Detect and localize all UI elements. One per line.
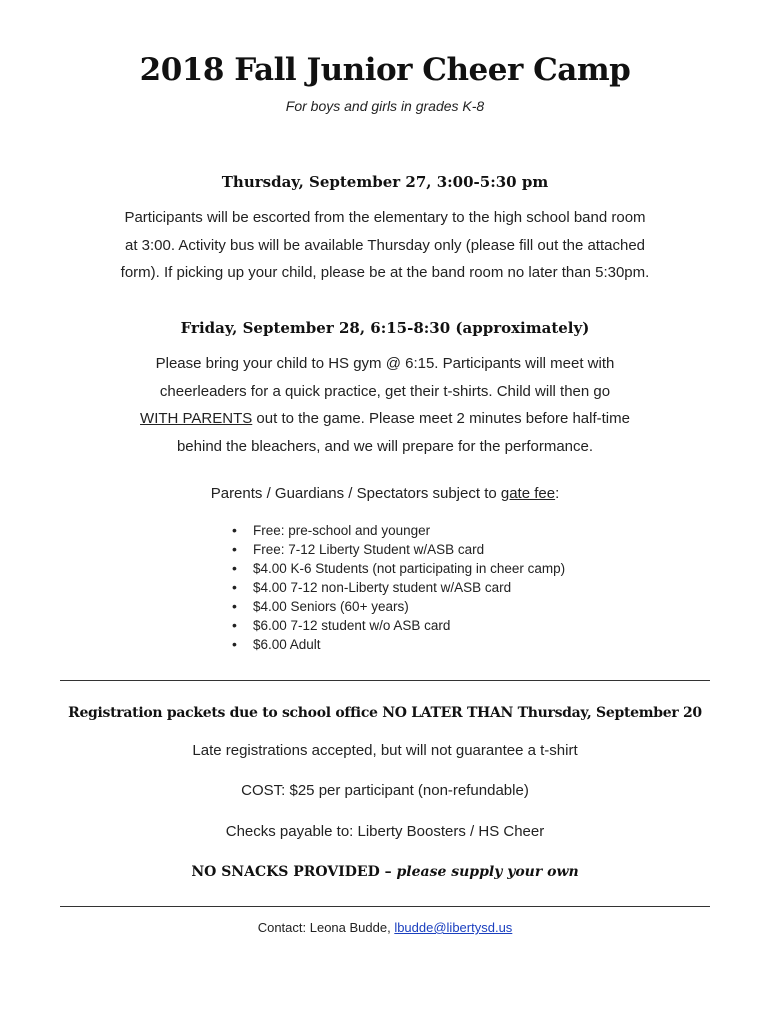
registration-deadline: Registration packets due to school office NO LATER THAN Thursday, September 20	[68, 705, 702, 721]
fee-item: • $6.00 Adult	[232, 635, 565, 654]
snacks-notice	[0, 864, 770, 880]
contact-email-link[interactable]: lbudde@libertysd.us	[394, 920, 513, 935]
thursday-line: Participants will be escorted from the elementary to the high school band room	[124, 209, 646, 226]
friday-line: behind the bleachers, and we will prepare for the performance.	[176, 437, 594, 455]
gate-fee-intro-text: Parents / Guardians / Spectators subject to	[210, 485, 501, 502]
fee-item: • $4.00 7-12 non-Liberty student w/ASB card	[232, 578, 565, 597]
friday-heading: Friday, September 28, 6:15-8:30 (approximately)	[180, 319, 590, 337]
snacks-italic: please supply your own	[396, 864, 579, 880]
friday-line: Please bring your child to HS gym @ 6:15. Participants will meet with	[155, 355, 615, 372]
friday-line: cheerleaders for a quick practice, get their t-shirts. Child will then go	[159, 382, 611, 400]
fee-item: • Free: pre-school and younger	[232, 521, 565, 540]
thursday-heading: Thursday, September 27, 3:00-5:30 pm	[221, 173, 549, 191]
late-registration-note: Late registrations accepted, but will not guarantee a t-shirt	[192, 742, 578, 759]
snacks-bold: NO SNACKS PROVIDED –	[191, 864, 397, 880]
fee-list	[232, 521, 565, 654]
contact-label: Contact: Leona Budde,	[257, 920, 395, 935]
fee-item: • $6.00 7-12 student w/o ASB card	[232, 616, 565, 635]
page-title: 2018 Fall Junior Cheer Camp	[139, 52, 631, 88]
thursday-line: at 3:00. Activity bus will be available Thursday only (please fill out the attached	[124, 236, 646, 254]
divider-bottom	[60, 906, 710, 907]
gate-fee-colon: :	[555, 485, 560, 502]
gate-fee-intro	[0, 485, 770, 502]
page-subtitle: For boys and girls in grades K-8	[285, 98, 485, 114]
fee-item: • Free: 7-12 Liberty Student w/ASB card	[232, 540, 565, 559]
contact-line	[0, 920, 770, 935]
with-parents-emphasis: WITH PARENTS	[140, 410, 253, 427]
thursday-line: form). If picking up your child, please be at the band room no later than 5:30pm.	[120, 264, 650, 281]
divider-top	[60, 680, 710, 681]
fee-item: • $4.00 Seniors (60+ years)	[232, 597, 565, 616]
friday-details	[80, 350, 690, 460]
fee-item: • $4.00 K-6 Students (not participating in cheer camp)	[232, 559, 565, 578]
friday-line	[80, 405, 690, 433]
thursday-details	[80, 204, 690, 287]
cost-line: COST: $25 per participant (non-refundable)	[241, 782, 529, 799]
friday-line-rest: out to the game. Please meet 2 minutes before half-time	[252, 410, 630, 427]
gate-fee-label: gate fee	[500, 485, 556, 502]
checks-payable-line: Checks payable to: Liberty Boosters / HS Cheer	[225, 823, 545, 840]
